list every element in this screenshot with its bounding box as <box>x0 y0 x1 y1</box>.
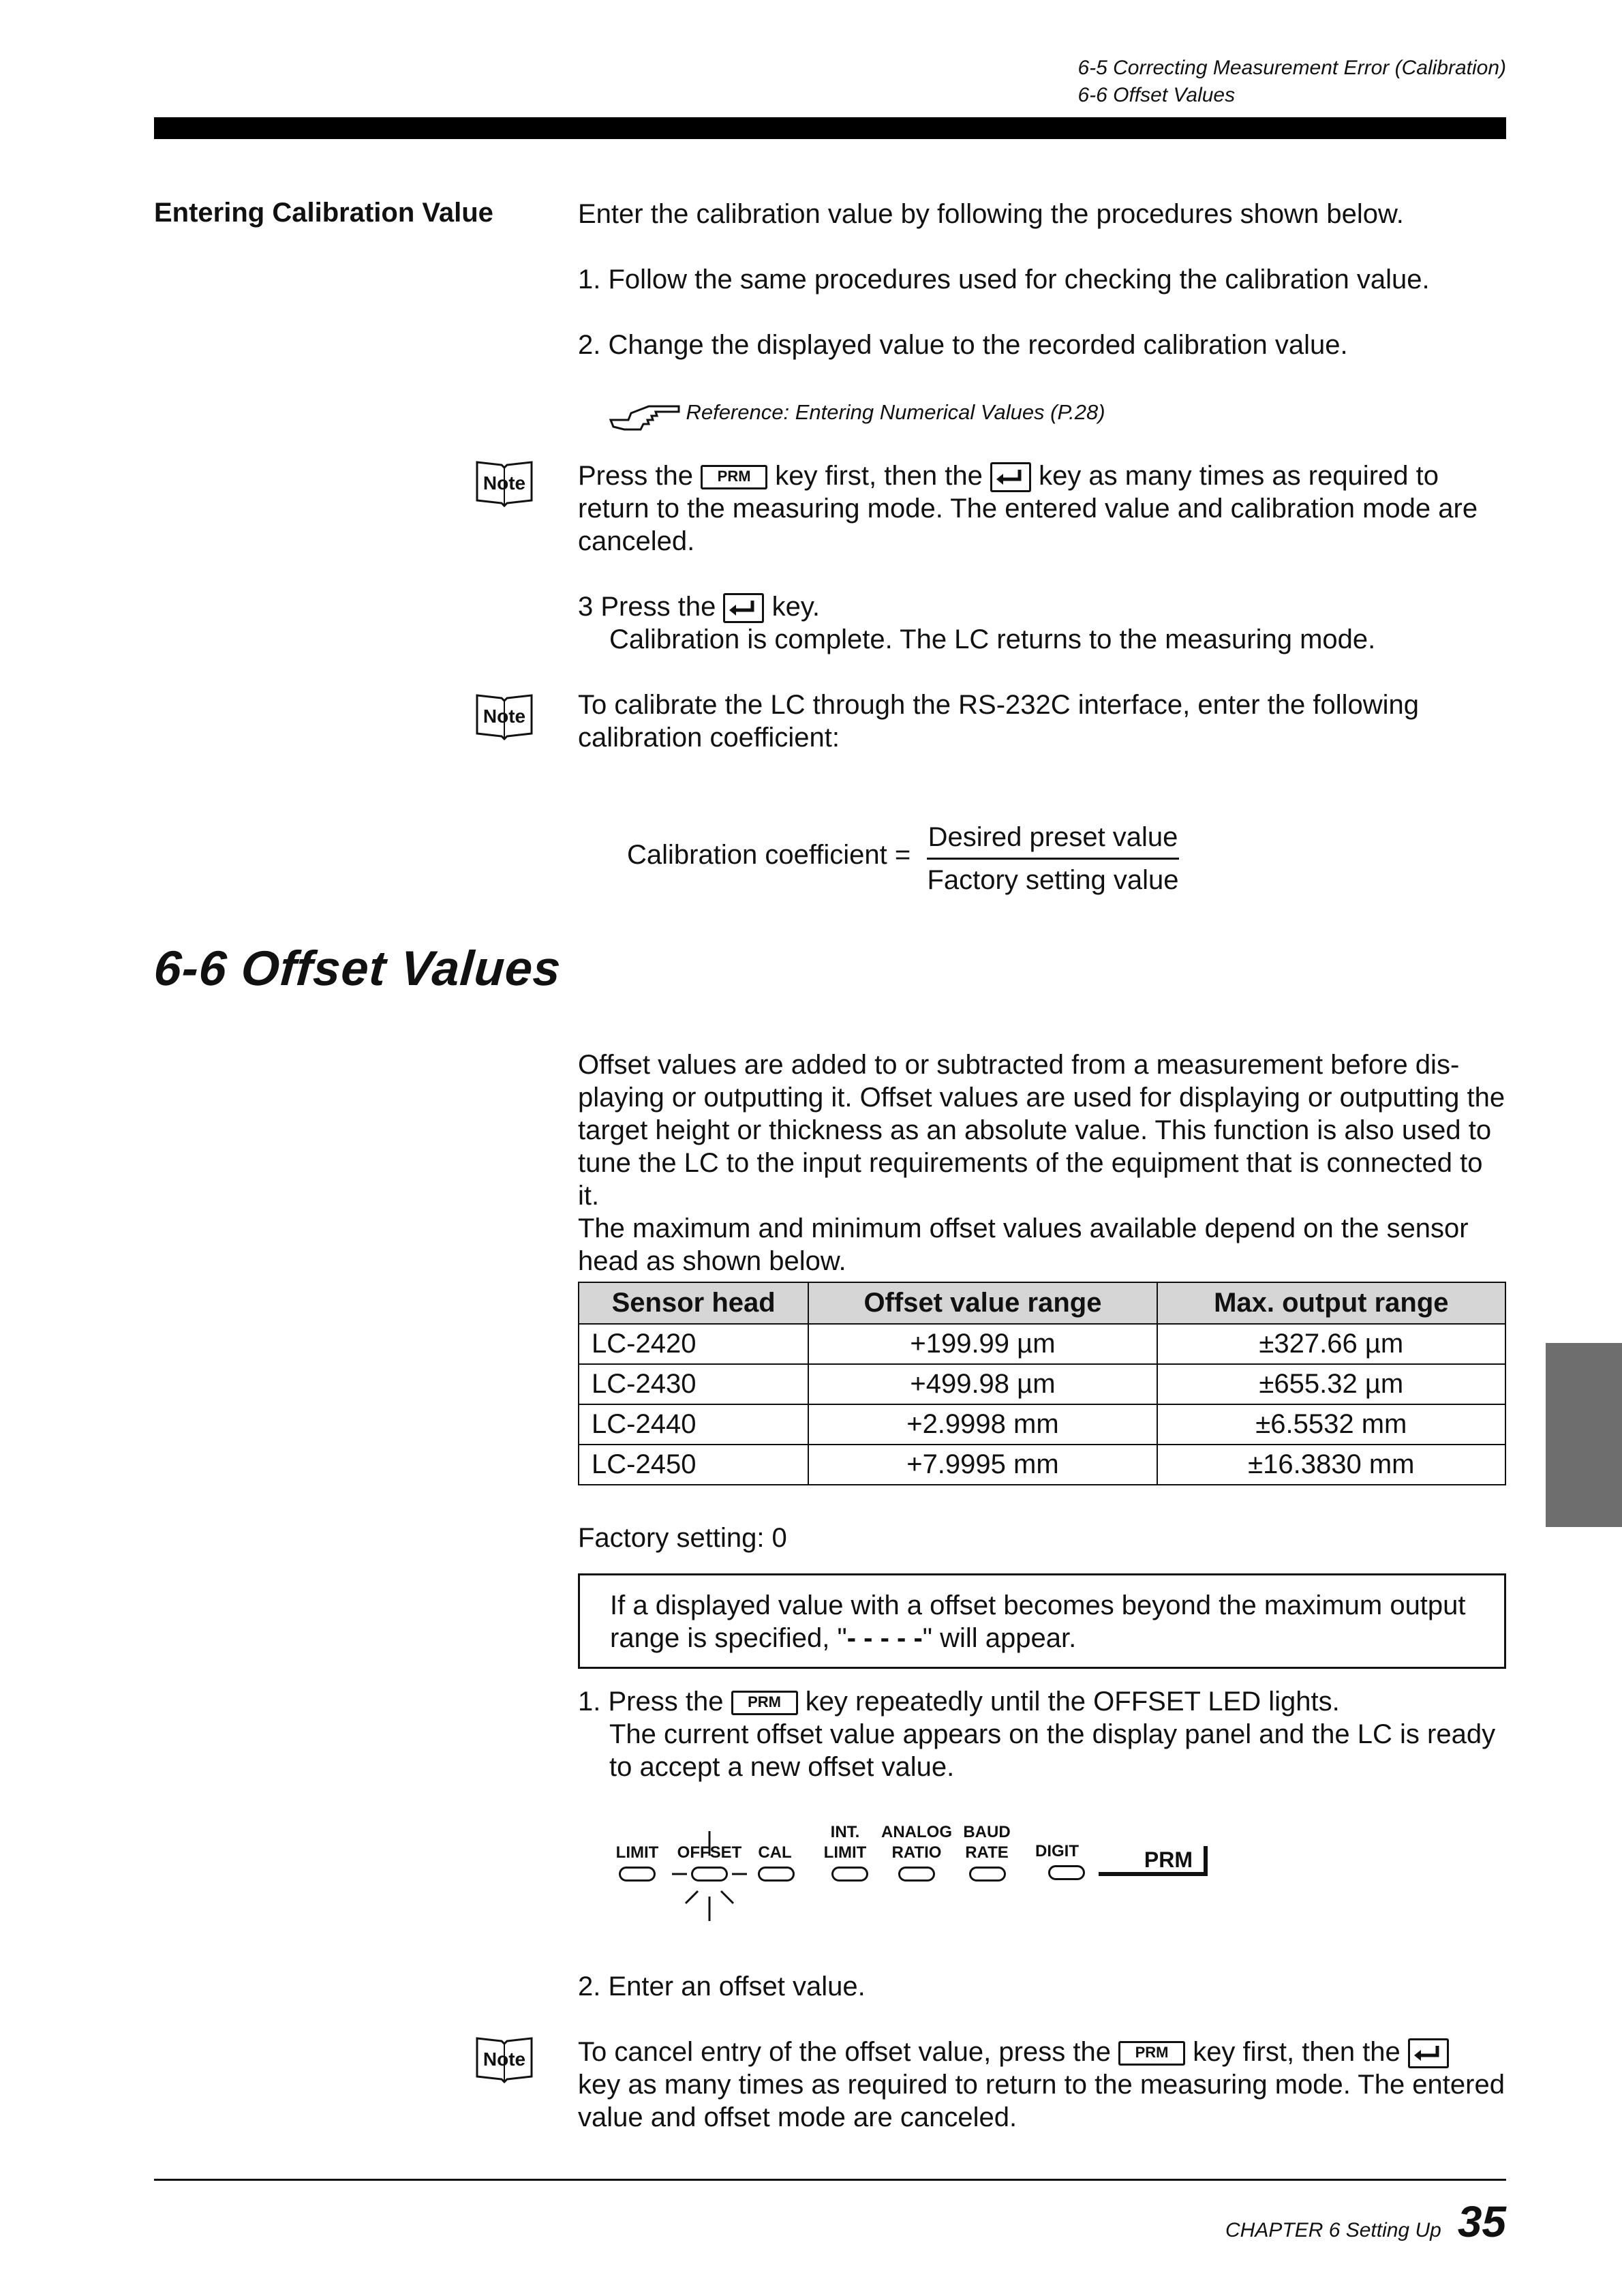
calibration-intro: Enter the calibration value by following the procedures shown below. <box>578 199 1404 229</box>
pointing-hand-icon <box>608 393 683 432</box>
warning-line-1: If a displayed value with a offset becomes beyond the maximum output <box>610 1590 1466 1620</box>
offset-step-1-part-a: 1. Press the <box>578 1687 724 1717</box>
table-header-cell: Offset value range <box>808 1282 1157 1324</box>
led-baud-rate <box>969 1867 1006 1882</box>
note-label: Note <box>483 472 526 494</box>
led-label-int-limit: LIMIT <box>823 1843 867 1862</box>
note-2-line-1: To calibrate the LC through the RS-232C interface, enter the following <box>578 690 1420 720</box>
table-row <box>579 1364 1505 1404</box>
table-cell: ±6.5532 mm <box>1157 1404 1505 1445</box>
header-line-2: 6-6 Offset Values <box>1077 84 1236 106</box>
prm-key: PRM <box>701 465 767 489</box>
enter-key-icon <box>990 462 1031 492</box>
table-header-cell: Sensor head <box>579 1282 808 1324</box>
table-header-row <box>579 1282 1505 1324</box>
page-number: 35 <box>1457 2197 1506 2246</box>
led-lit-rays-icon <box>672 1828 747 1924</box>
led-label-offset: OFFSET <box>677 1843 742 1862</box>
reference-row <box>608 393 1105 432</box>
note-1-part-a: Press the <box>578 461 693 491</box>
offset-range-table <box>578 1282 1506 1485</box>
warning-part-a: range is specified, " <box>610 1623 847 1653</box>
note-2-line-2: calibration coefficient: <box>578 723 840 753</box>
note-1-part-e: canceled. <box>578 526 695 557</box>
note-book-icon <box>473 2034 536 2086</box>
prm-key: PRM <box>731 1691 798 1715</box>
page-footer <box>1225 2196 1506 2247</box>
table-cell: LC-2450 <box>579 1445 808 1485</box>
para-2-line-1: The maximum and minimum offset values available depend on the sensor <box>578 1213 1469 1243</box>
led-int-limit <box>831 1867 868 1882</box>
led-limit <box>619 1867 656 1882</box>
led-label-analog: ANALOG <box>881 1823 952 1841</box>
panel-prm-key: PRM <box>1099 1846 1208 1876</box>
note-label: Note <box>483 706 526 727</box>
table-cell: ±327.66 µm <box>1157 1324 1505 1364</box>
note-3-text <box>578 2036 1505 2134</box>
table-header-cell: Max. output range <box>1157 1282 1505 1324</box>
factory-setting: Factory setting: 0 <box>578 1523 787 1553</box>
note-label: Note <box>483 2049 526 2070</box>
led-panel-diagram <box>607 1822 1220 1924</box>
para-1-line-1: Offset values are added to or subtracted from a measurement before dis- <box>578 1050 1460 1080</box>
enter-key-icon <box>1408 2038 1449 2068</box>
table-cell: +499.98 µm <box>808 1364 1157 1404</box>
note-book-icon <box>473 458 536 510</box>
table-cell: +199.99 µm <box>808 1324 1157 1364</box>
running-header <box>1077 55 1506 109</box>
led-analog-ratio <box>898 1867 935 1882</box>
formula-label: Calibration coefficient = <box>627 840 911 870</box>
para-1-line-2: playing or outputting it. Offset values are used for displaying or outputting the <box>578 1083 1505 1113</box>
note-3-part-d: value and offset mode are canceled. <box>578 2102 1017 2133</box>
led-label-limit: LIMIT <box>615 1843 659 1862</box>
reference-text: Reference: Entering Numerical Values (P.28) <box>686 400 1105 424</box>
footer-rule <box>154 2179 1506 2181</box>
calibration-step-2: 2. Change the displayed value to the recorded calibration value. <box>578 330 1348 360</box>
led-label-baud: BAUD <box>963 1823 1011 1841</box>
note-book-icon <box>473 691 536 743</box>
table-cell: +7.9995 mm <box>808 1445 1157 1485</box>
table-cell: ±655.32 µm <box>1157 1364 1505 1404</box>
led-label-rate: RATE <box>965 1843 1009 1862</box>
calibration-step-1: 1. Follow the same procedures used for checking the calibration value. <box>578 265 1430 294</box>
led-label-digit: DIGIT <box>1035 1842 1079 1860</box>
offset-paragraph-1 <box>578 1048 1505 1278</box>
warning-part-c: " will appear. <box>922 1623 1077 1653</box>
enter-key-icon <box>723 593 764 623</box>
para-1-line-4: tune the LC to the input requirements of the equipment that is connected to <box>578 1148 1483 1178</box>
note-3-part-a: To cancel entry of the offset value, press the <box>578 2037 1111 2067</box>
formula-numerator: Desired preset value <box>928 822 1178 852</box>
footer-chapter: CHAPTER 6 Setting Up <box>1225 2219 1441 2241</box>
warning-box <box>578 1573 1506 1669</box>
table-row <box>579 1324 1505 1364</box>
table-cell: LC-2430 <box>579 1364 808 1404</box>
warning-line-2 <box>610 1622 1474 1655</box>
step-3-part-a: 3 Press the <box>578 592 716 622</box>
prm-key: PRM <box>1118 2041 1185 2066</box>
offset-step-1 <box>578 1685 1495 1783</box>
note-3-part-b: key first, then the <box>1193 2037 1401 2067</box>
led-label-int-top: INT. <box>830 1823 860 1841</box>
step-3-part-c: Calibration is complete. The LC returns to the measuring mode. <box>609 624 1376 655</box>
led-digit <box>1048 1865 1085 1880</box>
note-icon-1 <box>473 458 536 513</box>
table-row <box>579 1445 1505 1485</box>
table-cell: LC-2440 <box>579 1404 808 1445</box>
led-cal <box>758 1867 795 1882</box>
note-1-part-d: return to the measuring mode. The entered value and calibration mode are <box>578 494 1478 524</box>
header-line-1: 6-5 Correcting Measurement Error (Calibration) <box>1077 57 1506 79</box>
note-icon-3 <box>473 2034 536 2089</box>
chapter-thumb-tab <box>1546 1343 1622 1527</box>
note-2-text <box>578 689 1419 754</box>
offset-step-1-part-d: to accept a new offset value. <box>609 1752 955 1782</box>
step-3-part-b: key. <box>771 592 820 622</box>
formula-fraction <box>927 818 1179 899</box>
led-label-cal: CAL <box>758 1843 792 1862</box>
fraction-line <box>927 858 1179 860</box>
section-title-offset-values: 6-6 Offset Values <box>152 941 564 996</box>
offset-step-1-part-c: The current offset value appears on the display panel and the LC is ready <box>609 1719 1496 1749</box>
header-bar <box>154 117 1506 139</box>
table-cell: +2.9998 mm <box>808 1404 1157 1445</box>
table-row <box>579 1404 1505 1445</box>
led-label-ratio: RATIO <box>891 1843 942 1862</box>
para-2-line-2: head as shown below. <box>578 1246 846 1276</box>
note-1-part-c: key as many times as required to <box>1039 461 1439 491</box>
dash-display: - - - - - <box>846 1623 923 1653</box>
offset-step-2: 2. Enter an offset value. <box>578 1972 866 2002</box>
side-label-entering-calibration: Entering Calibration Value <box>154 198 493 228</box>
para-1-line-3: target height or thickness as an absolute value. This function is also used to <box>578 1115 1492 1145</box>
note-icon-2 <box>473 691 536 746</box>
note-3-part-c: key as many times as required to return to the measuring mode. The entered <box>578 2070 1505 2100</box>
offset-step-1-part-b: key repeatedly until the OFFSET LED lights. <box>805 1687 1340 1717</box>
para-1-line-5: it. <box>578 1181 600 1211</box>
formula-denominator: Factory setting value <box>927 865 1179 895</box>
calibration-step-3 <box>578 590 1375 656</box>
note-1-part-b: key first, then the <box>775 461 983 491</box>
table-cell: ±16.3830 mm <box>1157 1445 1505 1485</box>
note-1-text <box>578 459 1478 558</box>
table-cell: LC-2420 <box>579 1324 808 1364</box>
